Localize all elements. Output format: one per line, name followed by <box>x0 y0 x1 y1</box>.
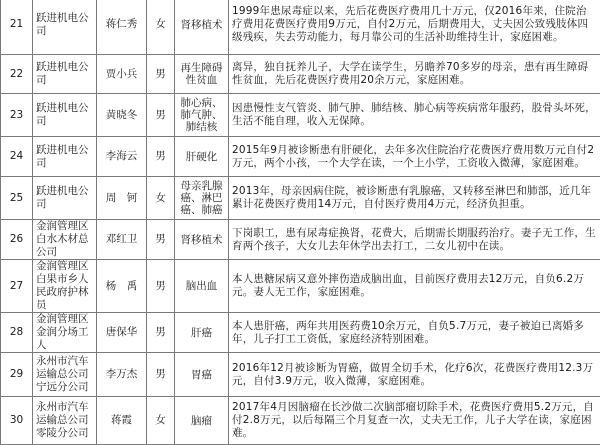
description-cell: 本人患糖尿病又意外摔伤造成脑出血，目前医疗费用去12万元，自负6.2万元。妻人无工作，家庭困难。 <box>229 260 600 313</box>
sex-cell: 男 <box>147 55 175 94</box>
sex-cell: 男 <box>147 260 175 313</box>
row-number: 29 <box>1 353 33 397</box>
row-number: 27 <box>1 260 33 313</box>
sex-cell: 女 <box>147 0 175 55</box>
disease-cell: 肾移植术 <box>175 220 229 260</box>
row-number: 30 <box>1 397 33 445</box>
disease-cell: 肝硬化 <box>175 137 229 177</box>
name-cell: 邓红卫 <box>97 220 147 260</box>
sex-cell: 女 <box>147 177 175 220</box>
description-cell: 2015年9月被诊断患有肝硬化，去年多次住院治疗花费医疗费用数万元自付2万元，两个小孩，一个大学在读，一个上小学，工资收入微薄，家庭困难。 <box>229 137 600 177</box>
name-cell: 黄晓冬 <box>97 94 147 137</box>
row-number: 24 <box>1 137 33 177</box>
sex-cell: 男 <box>147 94 175 137</box>
unit-cell: 金润管理区白果市乡人民政府护林员 <box>33 260 97 313</box>
unit-cell: 跃进机电公司 <box>33 0 97 55</box>
description-cell: 因患慢性支气管炎、肺气肿、肺结核、肺心病等疾病常年服药，股骨头坏死，生活不能自理，收入无保障。 <box>229 94 600 137</box>
table-row <box>1 0 600 55</box>
description-cell: 1999年患尿毒症以来，先后花费医疗费用几十万元，仅2016年来，住院治疗费用花费医疗费用9万元，自付2万元，后期费用大，丈夫因公致残肢体四级残疾，失去劳动能力，每月靠公司的生活补助维持生计，家庭困难。 <box>229 0 600 55</box>
disease-cell: 肺心病、肺气肿、肺结核 <box>175 94 229 137</box>
unit-cell: 跃进机电公司 <box>33 55 97 94</box>
unit-cell: 跃进机电公司 <box>33 94 97 137</box>
unit-cell: 永州市汽车运输总公司零陵分公司 <box>33 397 97 445</box>
name-cell: 蒋霞 <box>97 397 147 445</box>
name-cell: 李海云 <box>97 137 147 177</box>
table-row <box>1 397 600 445</box>
row-number: 28 <box>1 313 33 353</box>
row-number: 22 <box>1 55 33 94</box>
table-row <box>1 55 600 94</box>
disease-cell: 肾移植术 <box>175 0 229 55</box>
unit-cell: 跃进机电公司 <box>33 177 97 220</box>
table-row <box>1 353 600 397</box>
sex-cell: 男 <box>147 220 175 260</box>
row-number: 21 <box>1 0 33 55</box>
table-row <box>1 220 600 260</box>
description-cell: 离异，独自抚养儿子，大学在读学生，另瞻养70多岁的母亲，患有再生障碍性贫血，先后花费医疗费用20余万元，家庭困难。 <box>229 55 600 94</box>
table-row <box>1 137 600 177</box>
unit-cell: 永州市汽车运输总公司宁远分公司 <box>33 353 97 397</box>
name-cell: 蒋仁秀 <box>97 0 147 55</box>
disease-cell: 脑瘤 <box>175 397 229 445</box>
description-cell: 2013年，母亲因病住院，被诊断患有乳腺癌，又转移至淋巴和肺部，近几年累计花费医疗费用14万元，自付医疗费用4万元，经济负担重。 <box>229 177 600 220</box>
unit-cell: 金润管理区白水木材总公司 <box>33 220 97 260</box>
disease-cell: 母亲乳腺癌、淋巴癌、肺癌 <box>175 177 229 220</box>
table-row <box>1 313 600 353</box>
description-cell: 本人患肝癌，两年共用医药费10余万元，自负5.7万元，妻子被迫已离婚多年，儿子打工工资低，家庭经济特别困难。 <box>229 313 600 353</box>
row-number: 25 <box>1 177 33 220</box>
description-cell: 2017年4月因脑瘤在长沙做二次脑部瘤切除手术，花费医疗费用5.2万元，自付2.8万元，以后每隔三个月复查一次，丈夫无工作，儿子大学在读，家庭困难。 <box>229 397 600 445</box>
row-number: 26 <box>1 220 33 260</box>
disease-cell: 胃癌 <box>175 353 229 397</box>
unit-cell: 跃进机电公司 <box>33 137 97 177</box>
name-cell: 杨 禹 <box>97 260 147 313</box>
name-cell: 李万杰 <box>97 353 147 397</box>
name-cell: 贾小兵 <box>97 55 147 94</box>
name-cell: 唐保华 <box>97 313 147 353</box>
description-cell: 2016年12月被诊断为胃癌，做胃全切手术，化疗6次，花费医疗费用12.3万元，自付3.9万元，收入微薄，家庭困难。 <box>229 353 600 397</box>
sex-cell: 男 <box>147 313 175 353</box>
table-row <box>1 177 600 220</box>
name-cell: 周 钶 <box>97 177 147 220</box>
disease-cell: 再生障碍性贫血 <box>175 55 229 94</box>
row-number: 23 <box>1 94 33 137</box>
table-row <box>1 94 600 137</box>
description-cell: 下岗职工，患有尿毒症换肾，花费大，后期需长期服药治疗。妻子无工作，生育两个孩子，大女儿去年休学出去打工，二女儿初中在读。 <box>229 220 600 260</box>
table-row <box>1 260 600 313</box>
disease-cell: 脑出血 <box>175 260 229 313</box>
disease-cell: 肝癌 <box>175 313 229 353</box>
unit-cell: 金润管理区金润分场工人 <box>33 313 97 353</box>
sex-cell: 男 <box>147 353 175 397</box>
sex-cell: 男 <box>147 137 175 177</box>
sex-cell: 女 <box>147 397 175 445</box>
